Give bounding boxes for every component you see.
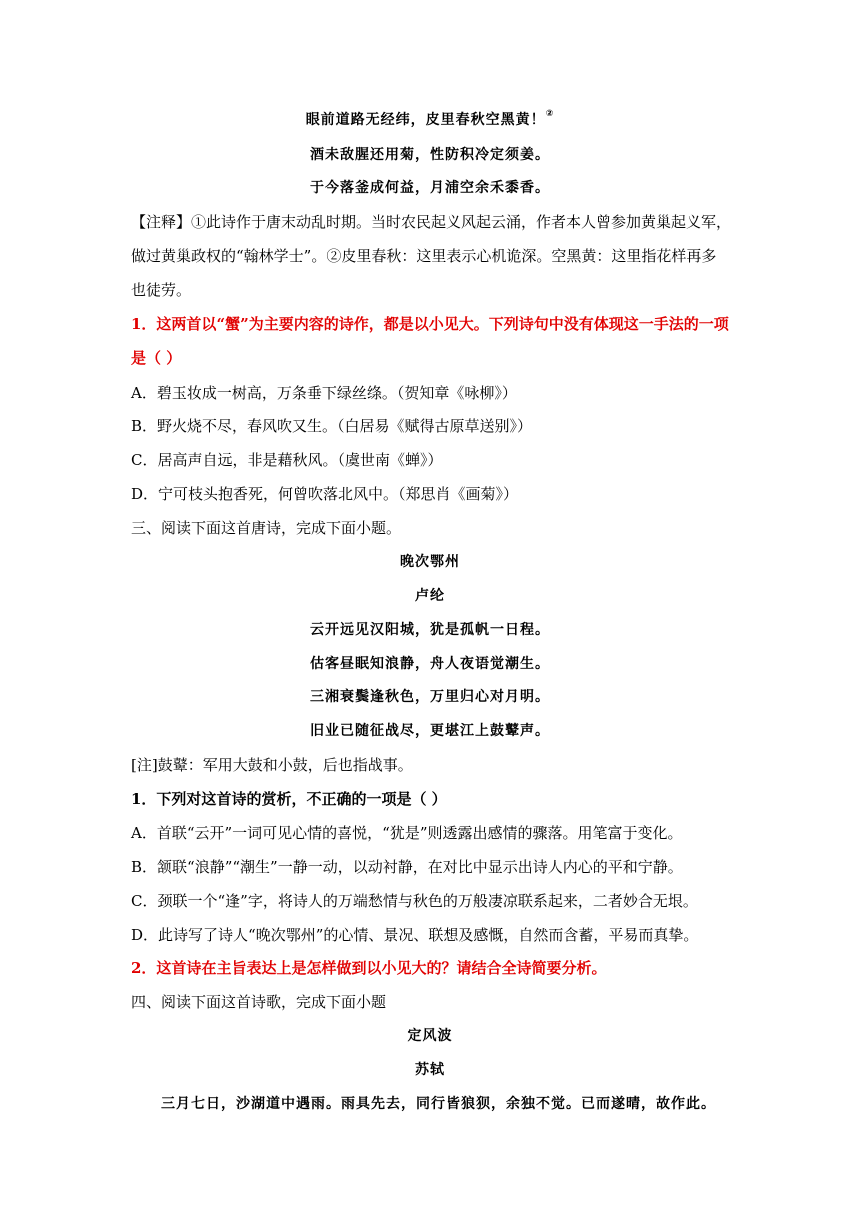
- q1-option-c: C．居高声自远，非是藉秋风。（虞世南《蝉》）: [131, 451, 443, 469]
- section4-poem-author: 苏轼: [415, 1062, 445, 1078]
- section3-q1-option-b: B．颔联“浪静”“潮生”一静一动，以动衬静，在对比中显示出诗人内心的平和宁静。: [131, 858, 683, 876]
- section3-q1-option-a: A．首联“云开”一词可见心情的喜悦，“犹是”则透露出感情的骤落。用笔富于变化。: [131, 824, 683, 842]
- q1-option-a: A．碧玉妆成一树高，万条垂下绿丝绦。（贺知章《咏柳》）: [131, 384, 517, 402]
- section4-poem-title: 定风波: [407, 1028, 453, 1044]
- note-mark: ②: [545, 109, 555, 119]
- section3-poem-line-2: 估客昼眠知浪静，舟人夜语觉潮生。: [310, 656, 550, 672]
- section3-q1-option-c: C．颈联一个“逢”字，将诗人的万端愁情与秋色的万般凄凉联系起来，二者妙合无垠。: [131, 892, 698, 910]
- poem1-line-3: 于今落釜成何益，月浦空余禾黍香。: [310, 180, 550, 196]
- section4-heading: 四、阅读下面这首诗歌，完成下面小题: [131, 993, 387, 1011]
- section3-q2: 2．这首诗在主旨表达上是怎样做到以小见大的？请结合全诗简要分析。: [131, 959, 607, 977]
- section3-q1-stem: 1．下列对这首诗的赏析，不正确的一项是（ ）: [131, 790, 447, 808]
- poem1-line-1: 眼前道路无经纬，皮里春秋空黑黄！②: [305, 109, 555, 128]
- note1-line-1: 【注释】①此诗作于唐末动乱时期。当时农民起义风起云涌，作者本人曾参加黄巢起义军，: [131, 213, 732, 231]
- section4-preface: 三月七日，沙湖道中遇雨。雨具先去，同行皆狼狈，余独不觉。已而遂晴，故作此。: [161, 1096, 716, 1112]
- poem1-line-2: 酒未敌腥还用菊，性防积冷定须姜。: [310, 147, 550, 163]
- section3-poem-line-1: 云开远见汉阳城，犹是孤帆一日程。: [310, 622, 550, 638]
- q1-stem-line-1: 1．这两首以“蟹”为主要内容的诗作，都是以小见大。下列诗句中没有体现这一手法的一项: [131, 315, 729, 333]
- note1-line-2: 做过黄巢政权的“翰林学士”。②皮里春秋：这里表示心机诡深。空黑黄：这里指花样再多: [131, 247, 717, 265]
- section3-poem-line-3: 三湘衰鬓逢秋色，万里归心对月明。: [310, 689, 550, 705]
- section3-poem-title: 晚次鄂州: [400, 554, 460, 570]
- q1-stem-line-2: 是（ ）: [131, 349, 182, 367]
- section3-heading: 三、阅读下面这首唐诗，完成下面小题。: [131, 519, 402, 537]
- note1-line-3: 也徒劳。: [131, 281, 192, 299]
- q1-option-d: D．宁可枝头抱香死，何曾吹落北风中。（郑思肖《画菊》）: [131, 485, 519, 503]
- section3-poem-author: 卢纶: [415, 588, 445, 604]
- section3-q1-option-d: D．此诗写了诗人“晚次鄂州”的心情、景况、联想及感慨，自然而含蓄，平易而真挚。: [131, 926, 699, 944]
- section3-note: [注]鼓鼙：军用大鼓和小鼓，后也指战事。: [131, 756, 413, 774]
- section3-poem-line-4: 旧业已随征战尽，更堪江上鼓鼙声。: [310, 723, 550, 739]
- q1-option-b: B．野火烧不尽，春风吹又生。（白居易《赋得古原草送别》）: [131, 417, 533, 435]
